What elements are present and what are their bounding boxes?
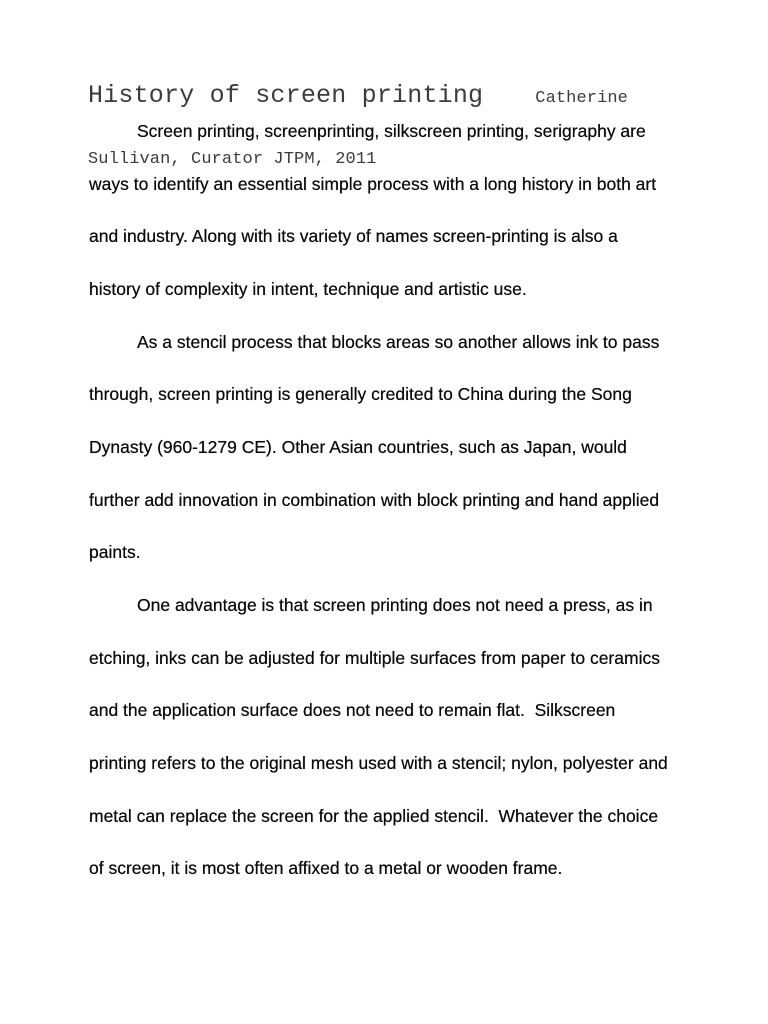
text-line: One advantage is that screen printing does not need a press, as in	[137, 595, 653, 616]
author-first-name: Catherine	[535, 89, 628, 108]
text-line: printing refers to the original mesh used with a stencil; nylon, polyester and	[89, 753, 668, 774]
text-line: metal can replace the screen for the applied stencil. Whatever the choice	[89, 805, 659, 826]
text-line: paints.	[89, 542, 141, 563]
text-line: Dynasty (960-1279 CE). Other Asian countries, such as Japan, would	[89, 436, 627, 457]
page-title: History of screen printing	[88, 81, 484, 110]
text-line: etching, inks can be adjusted for multiple surfaces from paper to ceramics	[89, 647, 660, 668]
text-line: Screen printing, screenprinting, silkscreen printing, serigraphy are	[137, 120, 646, 141]
text-line: further add innovation in combination with block printing and hand applied	[89, 489, 660, 510]
text-line: through, screen printing is generally credited to China during the Song	[89, 384, 632, 405]
text-line: and the application surface does not need to remain flat. Silkscreen	[89, 700, 616, 721]
text-line: As a stencil process that blocks areas so another allows ink to pass	[137, 331, 660, 352]
text-line: history of complexity in intent, technique and artistic use.	[89, 278, 527, 299]
document-body	[89, 105, 729, 895]
text-line: of screen, it is most often affixed to a metal or wooden frame.	[89, 858, 563, 879]
author-credentials: Sullivan, Curator JTPM, 2011	[88, 150, 377, 169]
text-line: and industry. Along with its variety of names screen-printing is also a	[89, 226, 618, 247]
text-line: ways to identify an essential simple process with a long history in both art	[89, 173, 657, 194]
